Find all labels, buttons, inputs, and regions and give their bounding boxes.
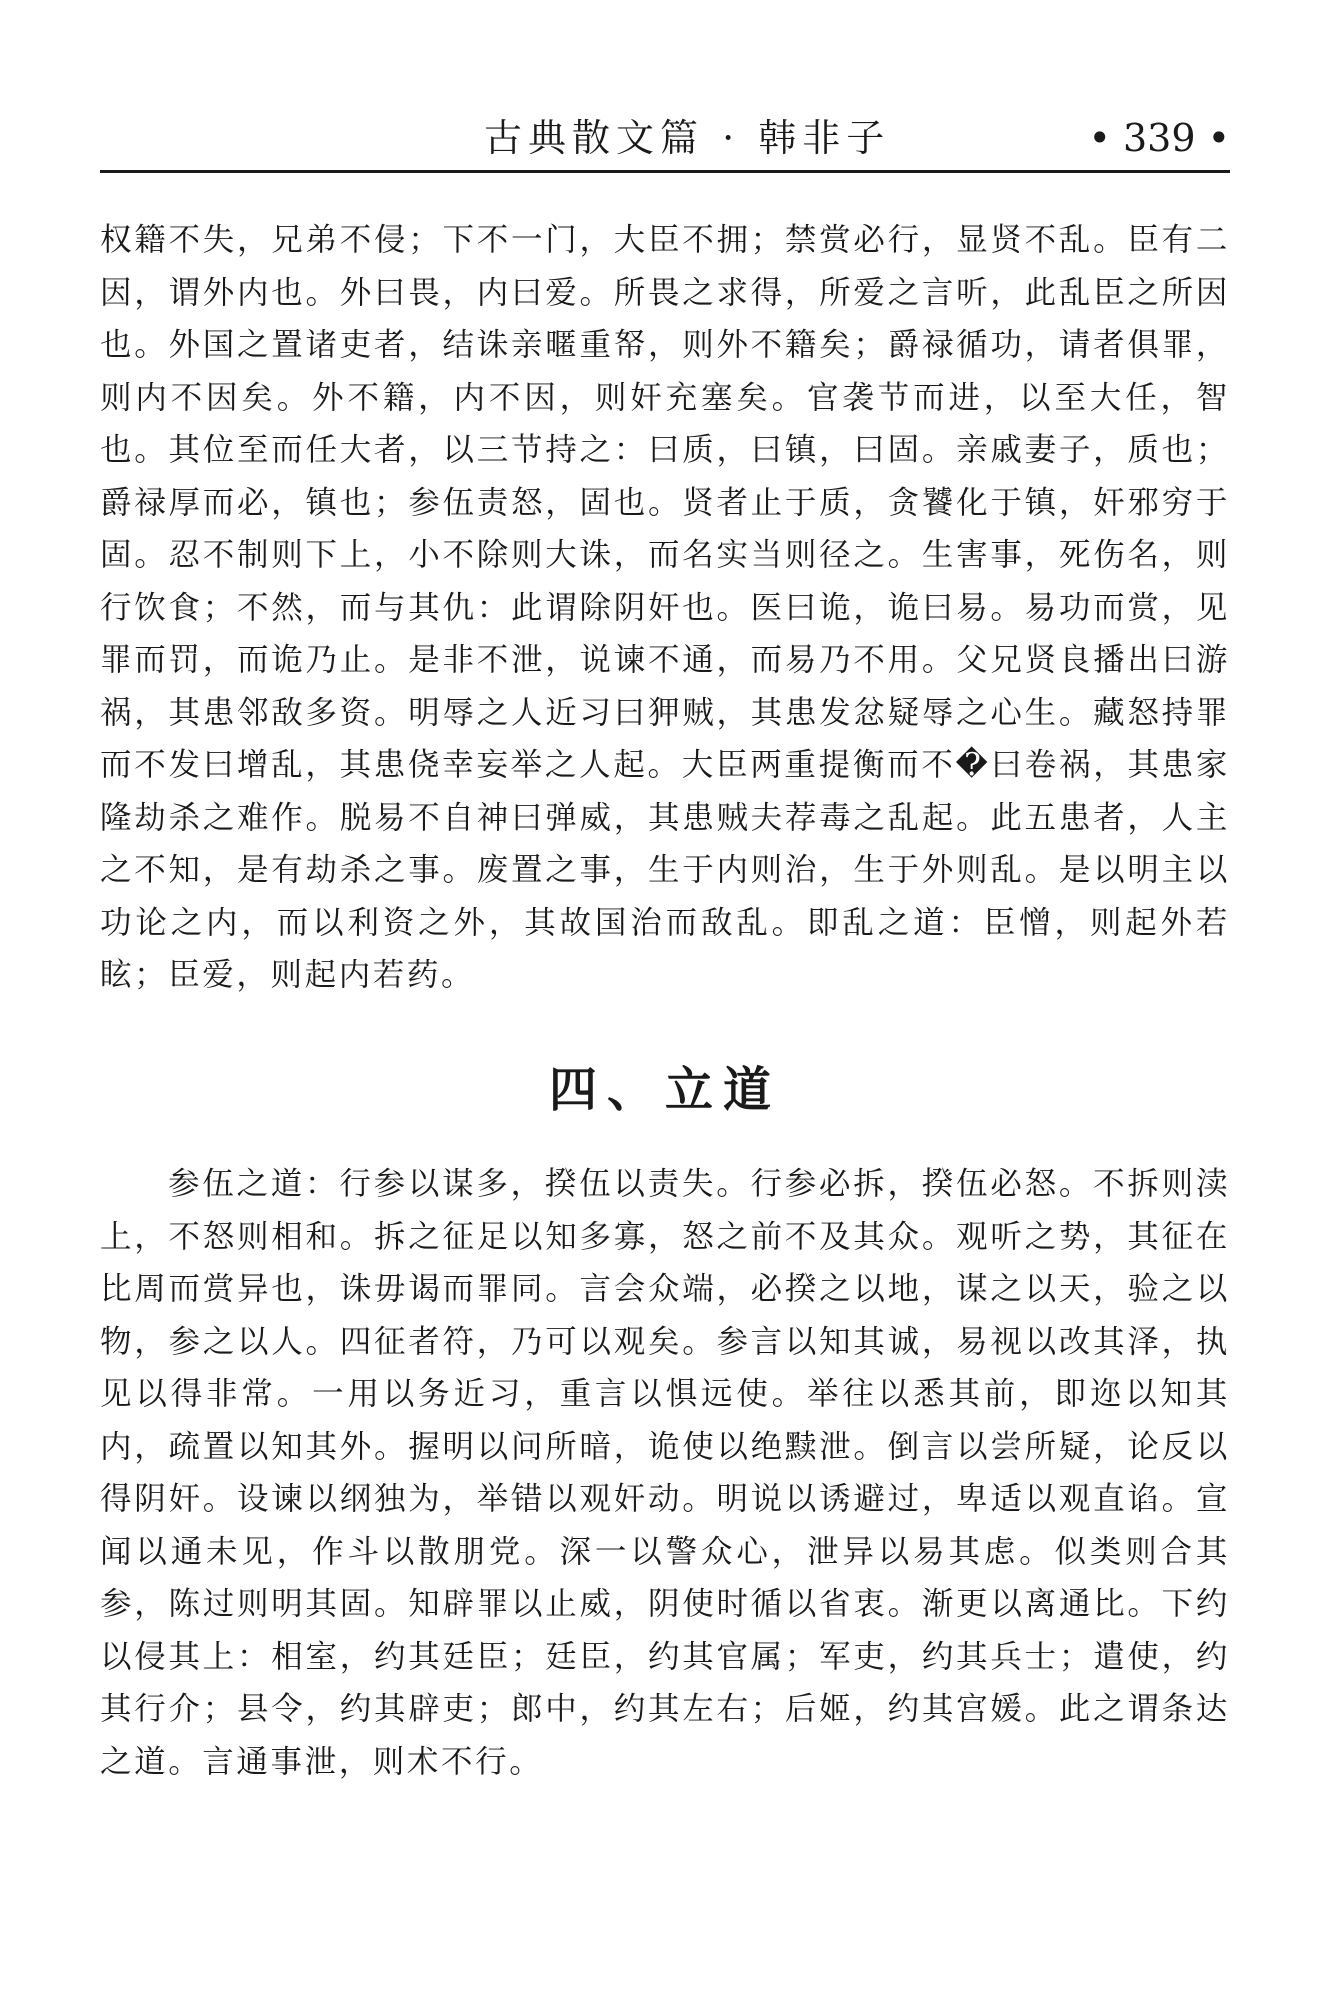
body-paragraph-1: 权籍不失，兄弟不侵；下不一门，大臣不拥；禁赏必行，显贤不乱。臣有二因，谓外内也。外曰畏，内曰爱。所畏之求得，所爱之言听，此乱臣之所因也。外国之置诸吏者，结诛亲暱重帑，则外不籍矣；爵禄循功，请者俱罪，则内不因矣。外不籍，内不因，则奸充塞矣。官袭节而进，以至大任，智也。其位至而任大者，以三节持之：曰质，曰镇，曰固。亲戚妻子，质也；爵禄厚而必，镇也；参伍责怒，固也。贤者止于质，贪饕化于镇，奸邪穷于固。忍不制则下上，小不除则大诛，而名实当则径之。生害事，死伤名，则行饮食；不然，而与其仇：此谓除阴奸也。医曰诡，诡曰易。易功而赏，见罪而罚，而诡乃止。是非不泄，说谏不通，而易乃不用。父兄贤良播出曰游祸，其患邻敌多资。明辱之人近习曰狎贼，其患发忿疑辱之心生。藏怒持罪而不发曰增乱，其患侥幸妄举之人起。大臣两重提衡而不�曰卷祸，其患家隆劫杀之难作。脱易不自神曰弹威，其患贼夫荐毒之乱起。此五患者，人主之不知，是有劫杀之事。废置之事，生于内则治，生于外则乱。是以明主以功论之内，而以利资之外，其故国治而敌乱。即乱之道：臣憎，则起外若眩；臣爱，则起内若药。 xyxy=(100,222,1230,993)
body-paragraph-2: 参伍之道：行参以谋多，揆伍以责失。行参必拆，揆伍必怒。不拆则渎上，不怒则相和。拆之征足以知多寡，怒之前不及其众。观听之势，其征在比周而赏异也，诛毋谒而罪同。言会众端，必揆之以地，谋之以天，验之以物，参之以人。四征者符，乃可以观矣。参言以知其诚，易视以改其泽，执见以得非常。一用以务近习，重言以惧远使。举往以悉其前，即迩以知其内，疏置以知其外。握明以问所暗，诡使以绝黩泄。倒言以尝所疑，论反以得阴奸。设谏以纲独为，举错以观奸动。明说以诱避过，卑适以观直谄。宣闻以通未见，作斗以散朋党。深一以警众心，泄异以易其虑。似类则合其参，陈过则明其固。知辟罪以止威，阴使时循以省衷。渐更以离通比。下约以侵其上：相室，约其廷臣；廷臣，约其官属；军吏，约其兵士；遣使，约其行介；县令，约其辟吏；郎中，约其左右；后姬，约其宫媛。此之谓条达之道。言通事泄，则术不行。 xyxy=(100,1166,1230,1780)
page-number: • 339 • xyxy=(1088,116,1230,160)
header-rule xyxy=(100,170,1230,173)
page-header xyxy=(100,108,1230,168)
section-heading: 四、立道 xyxy=(548,1062,781,1118)
running-head-title: 古典散文篇 · 韩非子 xyxy=(484,116,891,160)
